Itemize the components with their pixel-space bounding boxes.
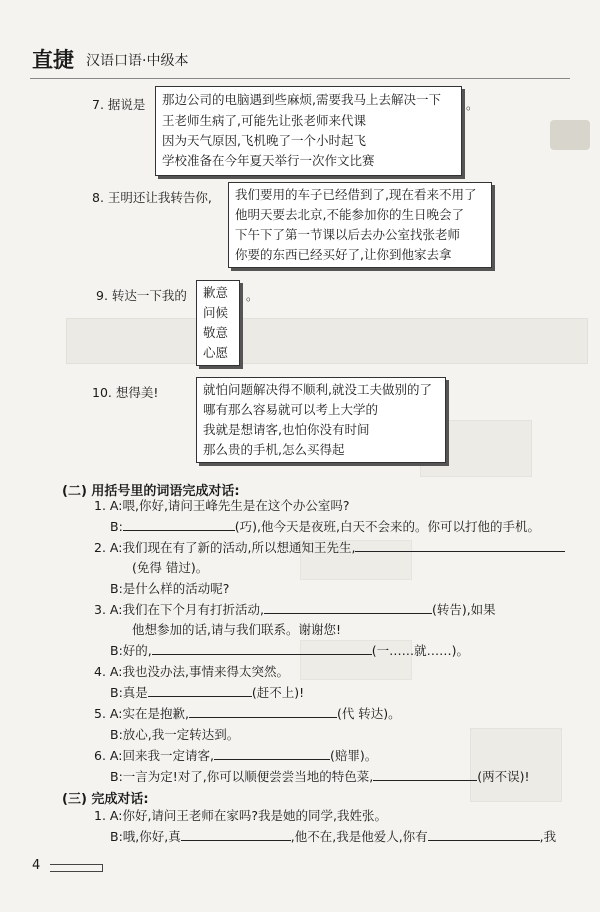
item-7-tail: 。 xyxy=(466,97,479,112)
answer-blank[interactable] xyxy=(428,827,540,841)
section-2-heading: (二) 用括号里的词语完成对话: xyxy=(62,484,240,499)
item-7-lead: 7. 据说是 xyxy=(92,97,146,112)
item-9-lead: 9. 转达一下我的 xyxy=(96,288,187,303)
option-line: 学校准备在今年夏天举行一次作文比赛 xyxy=(162,153,375,168)
answer-blank[interactable] xyxy=(152,641,372,655)
answer-blank[interactable] xyxy=(148,683,252,697)
item-10-lead: 10. 想得美! xyxy=(92,385,159,400)
item-10-options-box xyxy=(196,377,446,463)
dialog-line: B:哦,你好,真 ,他不在,我是他爱人,你有 ,我 xyxy=(110,829,557,844)
dialog-line: 2. A:我们现在有了新的活动,所以想通知王先生, xyxy=(94,538,565,558)
page-number-bracket xyxy=(50,864,103,872)
section-3-heading: (三) 完成对话: xyxy=(62,792,149,807)
dialog-line: 3. A:我们在下个月有打折活动, (转告),如果 xyxy=(94,602,496,617)
dialog-line: (免得 错过)。 xyxy=(132,560,209,575)
answer-blank[interactable] xyxy=(355,538,565,552)
item-8-lead: 8. 王明还让我转告你, xyxy=(92,190,212,205)
option-line: 哪有那么容易就可以考上大学的 xyxy=(203,402,379,417)
bleed-through-band xyxy=(66,318,588,364)
bleed-through-box xyxy=(470,728,562,802)
option-line: 那么贵的手机,怎么买得起 xyxy=(203,442,345,457)
item-9-tail: 。 xyxy=(246,288,259,303)
header-divider xyxy=(30,78,570,79)
option-line: 你要的东西已经买好了,让你到他家去拿 xyxy=(235,247,452,262)
dialog-line: B:放心,我一定转达到。 xyxy=(110,727,240,742)
answer-blank[interactable] xyxy=(123,517,235,531)
option-line: 王老师生病了,可能先让张老师来代课 xyxy=(162,113,366,128)
dialog-line: B: (巧),他今天是夜班,白天不会来的。你可以打他的手机。 xyxy=(110,519,540,534)
option-line: 我们要用的车子已经借到了,现在看来不用了 xyxy=(235,187,477,202)
answer-blank[interactable] xyxy=(373,767,477,781)
dialog-line: B:好的, (一……就……)。 xyxy=(110,643,470,658)
dialog-line: B:是什么样的活动呢? xyxy=(110,581,230,596)
dialog-line: B:真是 (赶不上)! xyxy=(110,685,305,700)
dialog-line: 6. A:回来我一定请客, (赔罪)。 xyxy=(94,748,378,763)
item-7-options-box xyxy=(155,86,462,176)
answer-blank[interactable] xyxy=(214,746,330,760)
item-8-options-box xyxy=(228,182,492,268)
answer-blank[interactable] xyxy=(181,827,291,841)
page-number: 4 xyxy=(32,858,41,873)
option-line: 下午下了第一节课以后去办公室找张老师 xyxy=(235,227,461,242)
item-9-options-box xyxy=(196,280,240,366)
decorative-graphic xyxy=(550,120,590,150)
dialog-line: 他想参加的话,请与我们联系。谢谢您! xyxy=(132,622,341,637)
option-line: 因为天气原因,飞机晚了一个小时起飞 xyxy=(162,133,366,148)
option-line: 问候 xyxy=(203,305,229,320)
dialog-line: 1. A:喂,你好,请问王峰先生是在这个办公室吗? xyxy=(94,498,350,513)
book-subtitle: 汉语口语·中级本 xyxy=(86,53,189,69)
dialog-line: 5. A:实在是抱歉, (代 转达)。 xyxy=(94,706,401,721)
answer-blank[interactable] xyxy=(264,600,432,614)
option-line: 心愿 xyxy=(203,345,229,360)
dialog-line: 1. A:你好,请问王老师在家吗?我是她的同学,我姓张。 xyxy=(94,808,388,823)
option-line: 那边公司的电脑遇到些麻烦,需要我马上去解决一下 xyxy=(162,92,441,107)
option-line: 敬意 xyxy=(203,325,229,340)
option-line: 他明天要去北京,不能参加你的生日晚会了 xyxy=(235,207,464,222)
dialog-line: 4. A:我也没办法,事情来得太突然。 xyxy=(94,664,289,679)
option-line: 我就是想请客,也怕你没有时间 xyxy=(203,422,370,437)
option-line: 就怕问题解决得不顺利,就没工夫做别的了 xyxy=(203,382,432,397)
book-brand: 直捷 xyxy=(32,47,74,72)
dialog-line: B:一言为定!对了,你可以顺便尝尝当地的特色菜, (两不误)! xyxy=(110,769,530,784)
answer-blank[interactable] xyxy=(189,704,337,718)
option-line: 歉意 xyxy=(203,285,229,300)
